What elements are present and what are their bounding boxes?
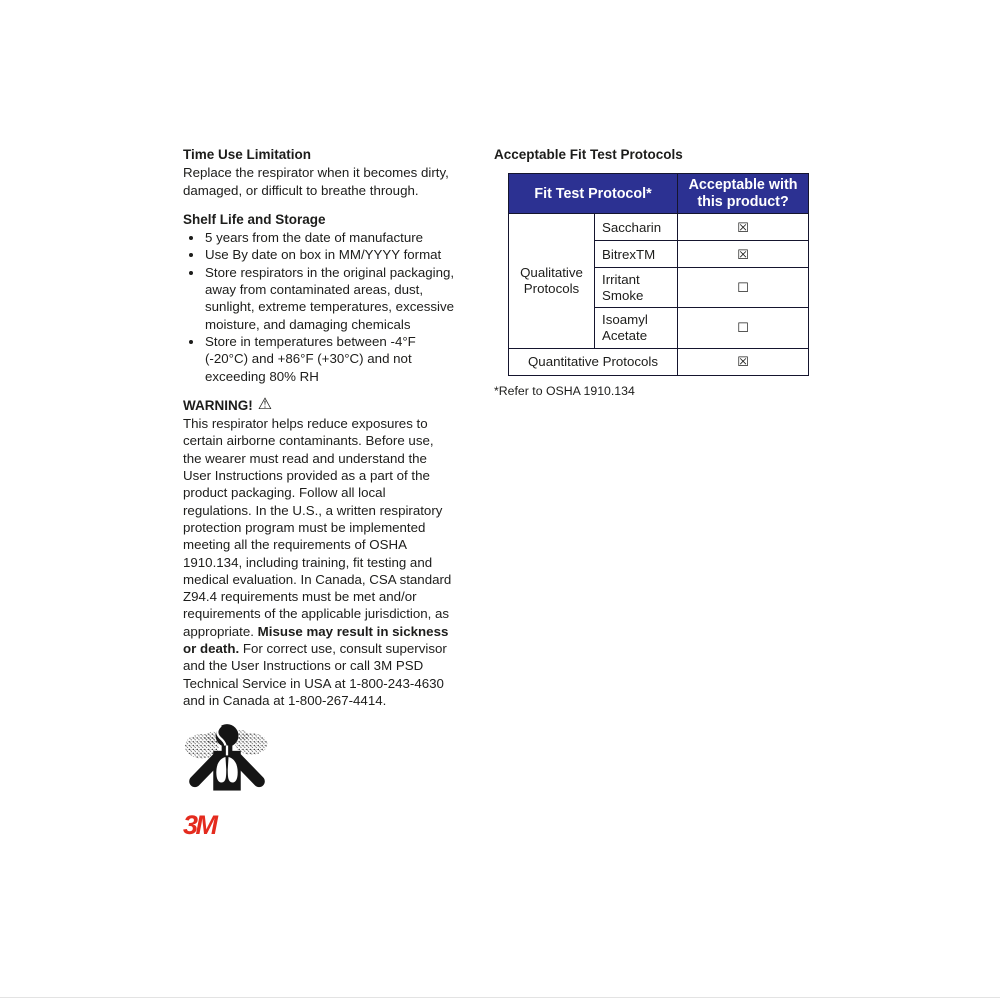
checkbox-cell-isoamyl-acetate <box>678 308 809 348</box>
warning-body-bold: Misuse may result in sickness or death. <box>183 623 449 657</box>
time-use-heading: Time Use Limitation <box>183 147 312 162</box>
checkbox-unchecked-icon: ☐ <box>737 280 749 296</box>
section-time-use-limitation <box>183 146 455 199</box>
time-use-body: Replace the respirator when it becomes dirty, damaged, or difficult to breathe through. <box>183 165 449 198</box>
checkbox-cell-irritant-smoke <box>678 268 809 308</box>
warning-body-part1: This respirator helps reduce exposures to certain airborne contaminants. Before use, the wearer must read and understand the User Instructions provided as a part of the product packaging. Follow all local regulations. In the U.S., a written respiratory protection program must be implemented meeting all the requirements of OSHA 1910.134, including training, fit testing and medical evaluation. In Canada, CSA standard Z94.4 requirements must be met and/or requirements of the applicable jurisdiction, as appropriate. <box>183 416 452 639</box>
respiratory-hazard-icon <box>185 721 269 799</box>
list-item: • Store in temperatures between -4°F (-20°C) and +86°F (+30°C) and not exceeding 80% RH <box>204 333 455 385</box>
warning-heading <box>183 397 455 414</box>
checkbox-unchecked-icon: ☐ <box>737 320 749 336</box>
checkbox-checked-icon: ☒ <box>737 246 749 262</box>
3m-logo: 3M <box>183 810 216 841</box>
quantitative-protocols-cell: Quantitative Protocols <box>509 348 678 375</box>
qualitative-protocols-cell: Qualitative Protocols <box>509 214 595 348</box>
protocol-cell-isoamyl-acetate: Isoamyl Acetate <box>595 308 678 348</box>
fit-test-title: Acceptable Fit Test Protocols <box>494 147 683 162</box>
list-item: • Store respirators in the original packaging, away from contaminated areas, dust, sunlight, extreme temperatures, excessive moisture, and damaging chemicals <box>204 264 455 333</box>
list-item: • Use By date on box in MM/YYYY format <box>204 246 455 263</box>
checkbox-checked-icon: ☒ <box>737 353 749 369</box>
protocol-cell-bitrex: BitrexTM <box>595 241 678 268</box>
warning-body-part2: For correct use, consult supervisor and the User Instructions or call 3M PSD Technical Service in USA at 1-800-243-4630 and in Canada at 1-800-267-4414. <box>183 641 447 708</box>
checkbox-cell-quantitative <box>678 348 809 375</box>
protocol-cell-irritant-smoke: Irritant Smoke <box>595 268 678 308</box>
shelf-life-heading: Shelf Life and Storage <box>183 211 326 227</box>
section-shelf-life <box>183 211 455 385</box>
warning-heading-text: WARNING! <box>183 397 253 413</box>
shelf-life-bullet-list <box>183 229 455 385</box>
table-header-row <box>509 174 809 214</box>
checkbox-cell-saccharin <box>678 214 809 241</box>
list-item: • 5 years from the date of manufacture <box>204 229 455 246</box>
section-warning <box>183 397 455 709</box>
protocol-cell-saccharin: Saccharin <box>595 214 678 241</box>
warning-body <box>183 415 455 709</box>
left-column <box>183 146 455 841</box>
right-column <box>494 146 834 399</box>
osha-footnote: *Refer to OSHA 1910.134 <box>494 383 635 398</box>
page-bottom-edge <box>0 997 1000 998</box>
checkbox-cell-bitrex <box>678 241 809 268</box>
fit-test-table <box>508 173 809 375</box>
table-row <box>509 348 809 375</box>
table-row <box>509 214 809 241</box>
header-cell-protocol: Fit Test Protocol* <box>509 174 678 214</box>
warning-triangle-icon: ⚠ <box>257 395 273 413</box>
header-cell-acceptable: Acceptable with this product? <box>678 174 809 214</box>
checkbox-checked-icon: ☒ <box>737 219 749 235</box>
